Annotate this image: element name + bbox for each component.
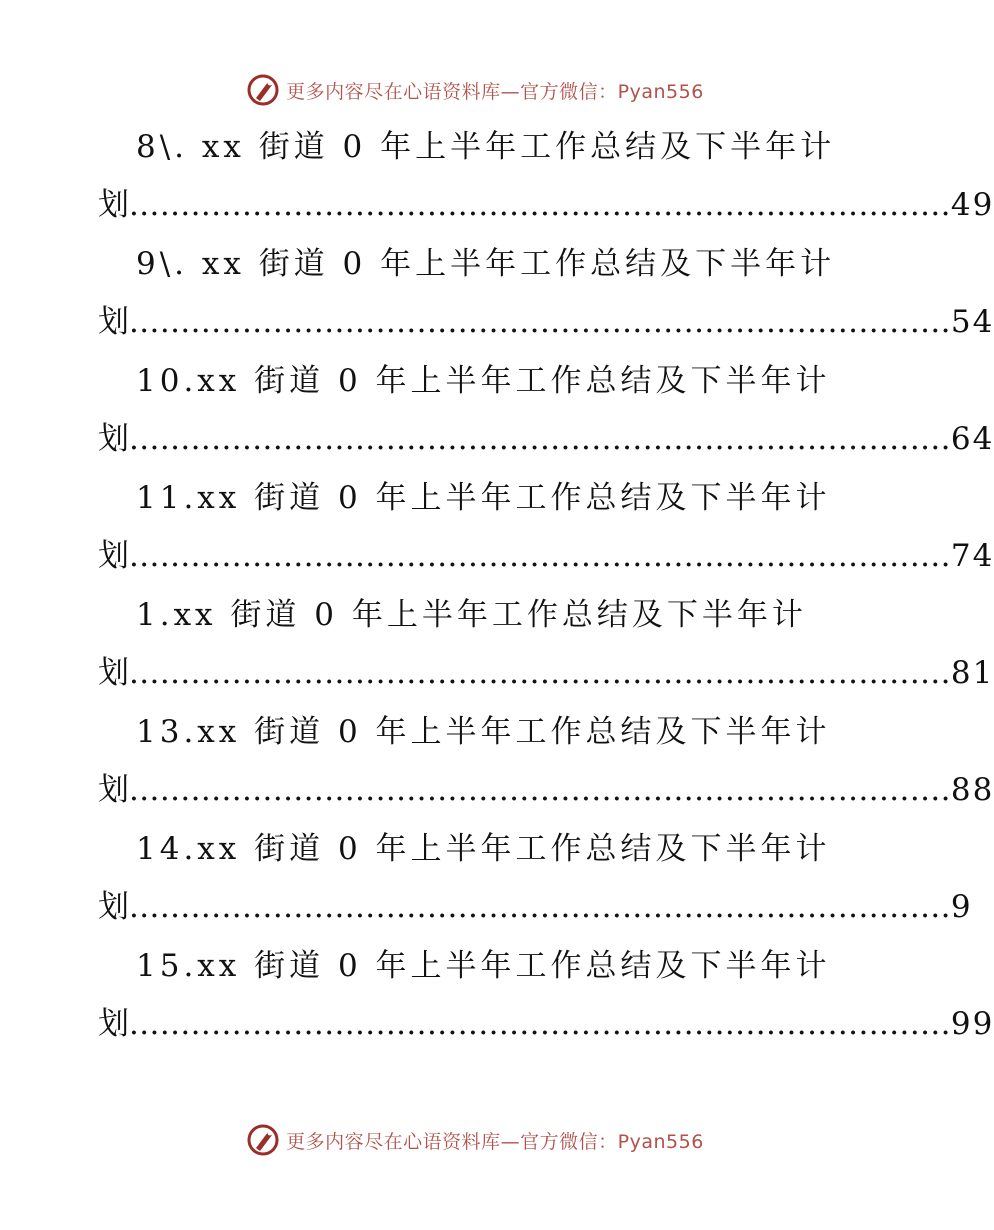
toc-entry-title[interactable]: 14.xx 街道 0 年上半年工作总结及下半年计 bbox=[136, 831, 831, 867]
footer-watermark bbox=[0, 1120, 950, 1160]
toc-page-number: 88 bbox=[950, 772, 994, 808]
toc-page-number: 9 bbox=[950, 889, 973, 925]
toc-entry-leader-line[interactable] bbox=[98, 293, 994, 352]
toc-entry-continuation: 划 bbox=[98, 304, 129, 340]
pen-logo-icon bbox=[246, 1123, 280, 1157]
toc-entry-leader-line[interactable] bbox=[98, 644, 994, 703]
header-watermark bbox=[0, 70, 950, 110]
toc-entry-title[interactable]: 10.xx 街道 0 年上半年工作总结及下半年计 bbox=[136, 363, 831, 399]
watermark-group bbox=[246, 1123, 704, 1157]
toc-page-number: 49 bbox=[950, 187, 994, 223]
toc-page-number: 74 bbox=[950, 538, 994, 574]
toc-page-number: 64 bbox=[950, 421, 994, 457]
toc-entry-title[interactable]: 13.xx 街道 0 年上半年工作总结及下半年计 bbox=[136, 714, 831, 750]
dot-leader: ................................................................................ bbox=[129, 187, 951, 223]
toc-entry-leader-line[interactable] bbox=[98, 995, 994, 1054]
toc-entry-leader-line[interactable] bbox=[98, 176, 994, 235]
toc-entry-title[interactable]: 11.xx 街道 0 年上半年工作总结及下半年计 bbox=[136, 480, 831, 516]
dot-leader: ................................................................................ bbox=[129, 421, 951, 457]
toc-entry-continuation: 划 bbox=[98, 538, 129, 574]
toc-entry-leader-line[interactable] bbox=[98, 878, 973, 937]
toc-page-number: 54 bbox=[950, 304, 994, 340]
toc-entry-title[interactable]: 15.xx 街道 0 年上半年工作总结及下半年计 bbox=[136, 948, 831, 984]
toc-entry-continuation: 划 bbox=[98, 421, 129, 457]
toc-entry-title[interactable]: 1.xx 街道 0 年上半年工作总结及下半年计 bbox=[136, 597, 807, 633]
toc-entry-leader-line[interactable] bbox=[98, 527, 994, 586]
toc-entry-leader-line[interactable] bbox=[98, 761, 994, 820]
toc-entry-title[interactable]: 9\. xx 街道 0 年上半年工作总结及下半年计 bbox=[136, 246, 836, 282]
toc-entry-title[interactable]: 8\. xx 街道 0 年上半年工作总结及下半年计 bbox=[136, 129, 836, 165]
toc-entry-continuation: 划 bbox=[98, 889, 129, 925]
toc-entry-continuation: 划 bbox=[98, 655, 129, 691]
dot-leader: ................................................................................ bbox=[129, 772, 951, 808]
dot-leader: ................................................................................ bbox=[129, 655, 951, 691]
toc-entry-continuation: 划 bbox=[98, 772, 129, 808]
table-of-contents bbox=[98, 118, 994, 1054]
dot-leader: ................................................................................ bbox=[129, 1006, 951, 1042]
watermark-text: 更多内容尽在心语资料库—官方微信：Pyan556 bbox=[286, 80, 704, 103]
watermark-text: 更多内容尽在心语资料库—官方微信：Pyan556 bbox=[286, 1130, 704, 1153]
toc-page-number: 81 bbox=[950, 655, 994, 691]
dot-leader: ................................................................................ bbox=[129, 889, 951, 925]
toc-entry-continuation: 划 bbox=[98, 187, 129, 223]
toc-entry-leader-line[interactable] bbox=[98, 410, 994, 469]
dot-leader: ................................................................................ bbox=[129, 304, 951, 340]
dot-leader: ................................................................................ bbox=[129, 538, 951, 574]
toc-page-number: 99 bbox=[950, 1006, 994, 1042]
watermark-group bbox=[246, 73, 704, 107]
toc-entry-continuation: 划 bbox=[98, 1006, 129, 1042]
pen-logo-icon bbox=[246, 73, 280, 107]
